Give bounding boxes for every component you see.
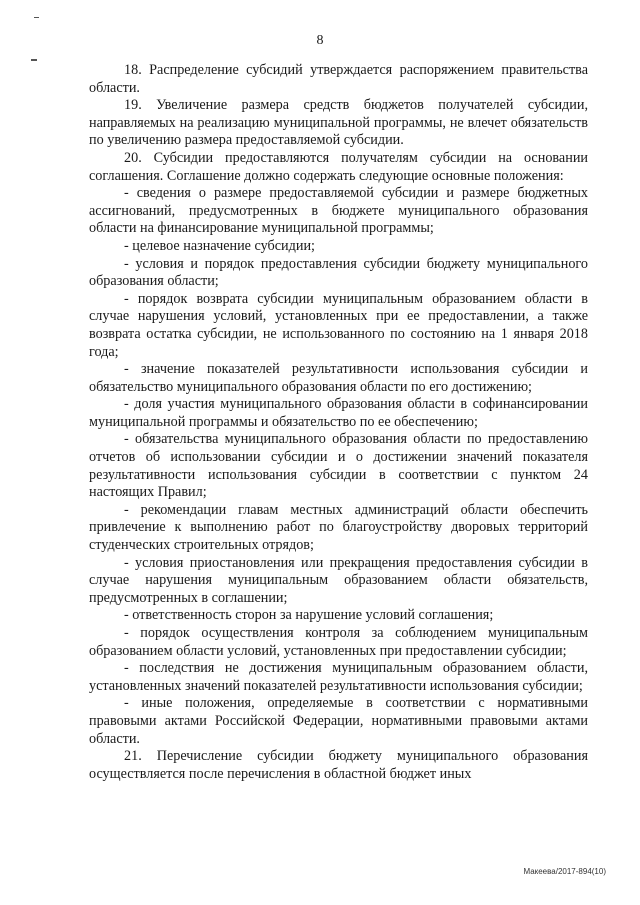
list-item: - обязательства муниципального образования области по предоставлению отчетов об использовании субсидии и о достижении значений показателя результативности использования субсидии в соответствии с пунктом 24 настоящих Правил;	[89, 431, 588, 501]
document-reference: Макеева/2017-894(10)	[523, 867, 606, 876]
paragraph: 21. Перечисление субсидии бюджету муниципального образования осуществляется после перечисления в областной бюджет иных	[89, 748, 588, 782]
list-item: - значение показателей результативности использования субсидии и обязательство муниципального образования области по его достижению;	[89, 361, 588, 395]
list-item: - последствия не достижения муниципальным образованием области, установленных значений показателей результативности использования субсидии;	[89, 660, 588, 694]
list-item: - сведения о размере предоставляемой субсидии и размере бюджетных ассигнований, предусмотренных в бюджете муниципального образования области на финансирование муниципальной программы;	[89, 185, 588, 237]
scan-mark	[34, 17, 39, 18]
list-item: - порядок возврата субсидии муниципальным образованием области в случае нарушения условий, установленных при ее предоставлении, а также возврата остатка субсидии, не использованного по состоянию на 1 января 2018 года;	[89, 290, 588, 360]
paragraph: 20. Субсидии предоставляются получателям субсидии на основании соглашения. Соглашение должно содержать следующие основные положения:	[89, 149, 588, 184]
list-item: - порядок осуществления контроля за соблюдением муниципальным образованием области условий, установленных при предоставлении субсидии;	[89, 625, 588, 659]
list-item: - условия и порядок предоставления субсидии бюджету муниципального образования области;	[89, 255, 588, 290]
list-item: - доля участия муниципального образования области в софинансировании муниципальной программы и обязательство по ее обеспечению;	[89, 396, 588, 430]
list-item: - целевое назначение субсидии;	[124, 237, 315, 254]
list-item: - ответственность сторон за нарушение условий соглашения;	[124, 607, 494, 624]
page-number: 8	[316, 33, 324, 48]
scan-mark	[31, 59, 37, 61]
list-item: - иные положения, определяемые в соответствии с нормативными правовыми актами Российской Федерации, нормативными правовыми актами области.	[89, 695, 588, 747]
list-item: - условия приостановления или прекращения предоставления субсидии в случае нарушения муниципальным образованием области обязательств, предусмотренных в соглашении;	[89, 554, 588, 606]
paragraph: 19. Увеличение размера средств бюджетов получателей субсидии, направляемых на реализацию муниципальной программы, не влечет обязательств по увеличению размера предоставляемой субсидии.	[89, 97, 588, 149]
list-item: - рекомендации главам местных администраций области обеспечить привлечение к выполнению работ по благоустройству дворовых территорий студенческих строительных отрядов;	[89, 501, 588, 554]
document-body	[89, 62, 588, 783]
paragraph: 18. Распределение субсидий утверждается распоряжением правительства области.	[89, 62, 588, 96]
